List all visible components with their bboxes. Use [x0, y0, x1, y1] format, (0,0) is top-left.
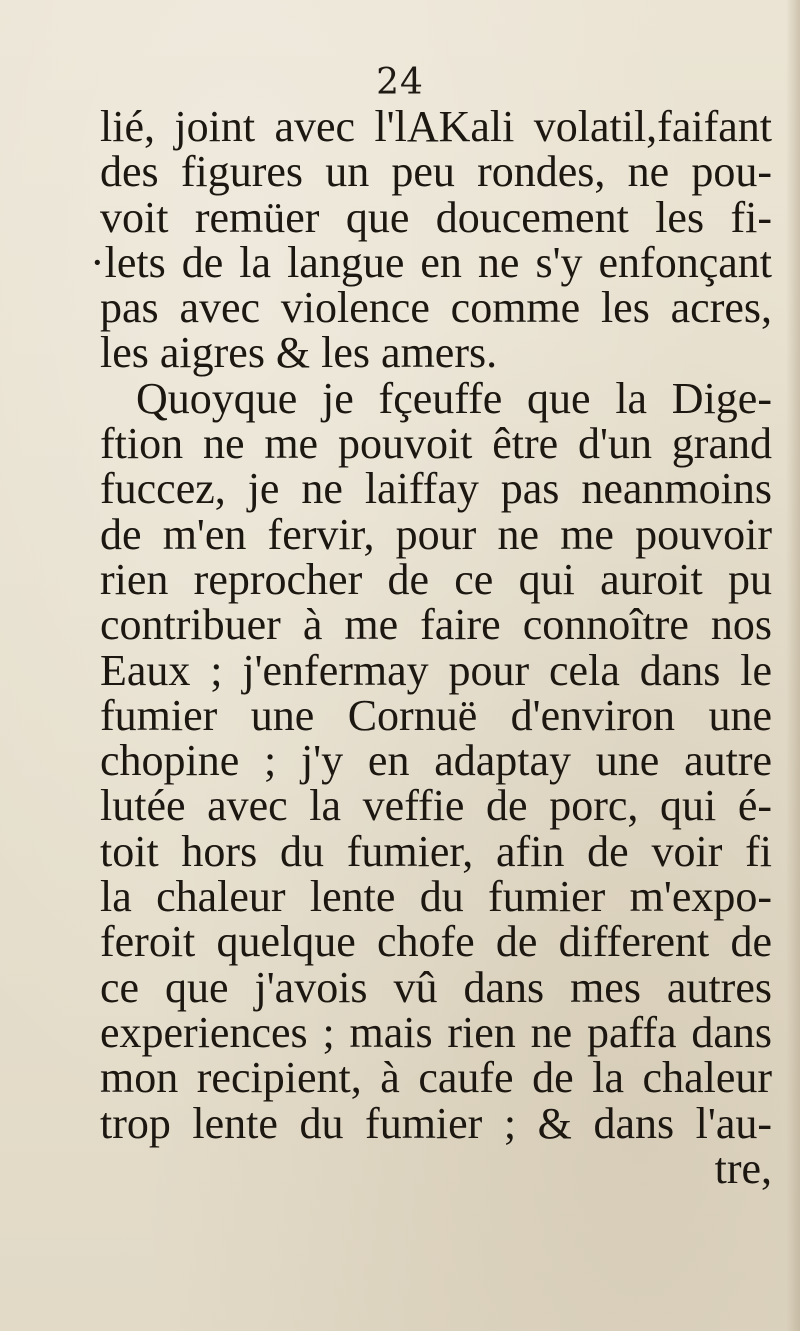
- body-text: [90, 102, 772, 1193]
- text-line: Eaux ; j'enfermay pour cela dans le: [100, 645, 772, 695]
- text-line: feroit quelque chofe de different de: [100, 917, 772, 967]
- text-line: la chaleur lente du fumier m'expo-: [100, 872, 772, 922]
- text-line: tre,: [714, 1143, 772, 1193]
- page-edge-shadow: [786, 0, 800, 1331]
- text-line: experiences ; mais rien ne paffa dans: [100, 1007, 772, 1057]
- text-line: fumier une Cornuë d'environ une: [100, 690, 772, 740]
- text-line: de m'en fervir, pour ne me pouvoir: [100, 509, 772, 559]
- text-line: chopine ; j'y en adaptay une autre: [100, 736, 772, 786]
- text-line: les aigres & les amers.: [100, 328, 498, 378]
- text-line: ·lets de la langue en ne s'y enfonçant: [90, 237, 772, 287]
- text-line: toit hors du fumier, afin de voir fi: [100, 826, 772, 876]
- text-line: lutée avec la veffie de porc, qui é-: [100, 781, 772, 831]
- text-line: ce que j'avois vû dans mes autres: [100, 962, 772, 1012]
- text-line: fuccez, je ne laiffay pas neanmoins: [100, 464, 772, 514]
- text-line: mon recipient, à caufe de la chaleur: [100, 1053, 772, 1103]
- text-line: voit remüer que doucement les fi-: [100, 192, 772, 242]
- text-line: contribuer à me faire connoître nos: [100, 600, 772, 650]
- text-line: lié, joint avec l'lAKali volatil,faifant: [100, 102, 772, 151]
- text-line: des figures un peu rondes, ne pou-: [100, 147, 772, 197]
- text-line: pas avec violence comme les acres,: [100, 283, 772, 333]
- page-number: 24: [376, 62, 424, 103]
- text-line: trop lente du fumier ; & dans l'au-: [100, 1098, 772, 1148]
- text-line: ftion ne me pouvoit être d'un grand: [100, 419, 772, 469]
- text-line: Quoyque je fçeuffe que la Dige-: [136, 373, 772, 423]
- text-line: rien reprocher de ce qui auroit pu: [100, 554, 772, 604]
